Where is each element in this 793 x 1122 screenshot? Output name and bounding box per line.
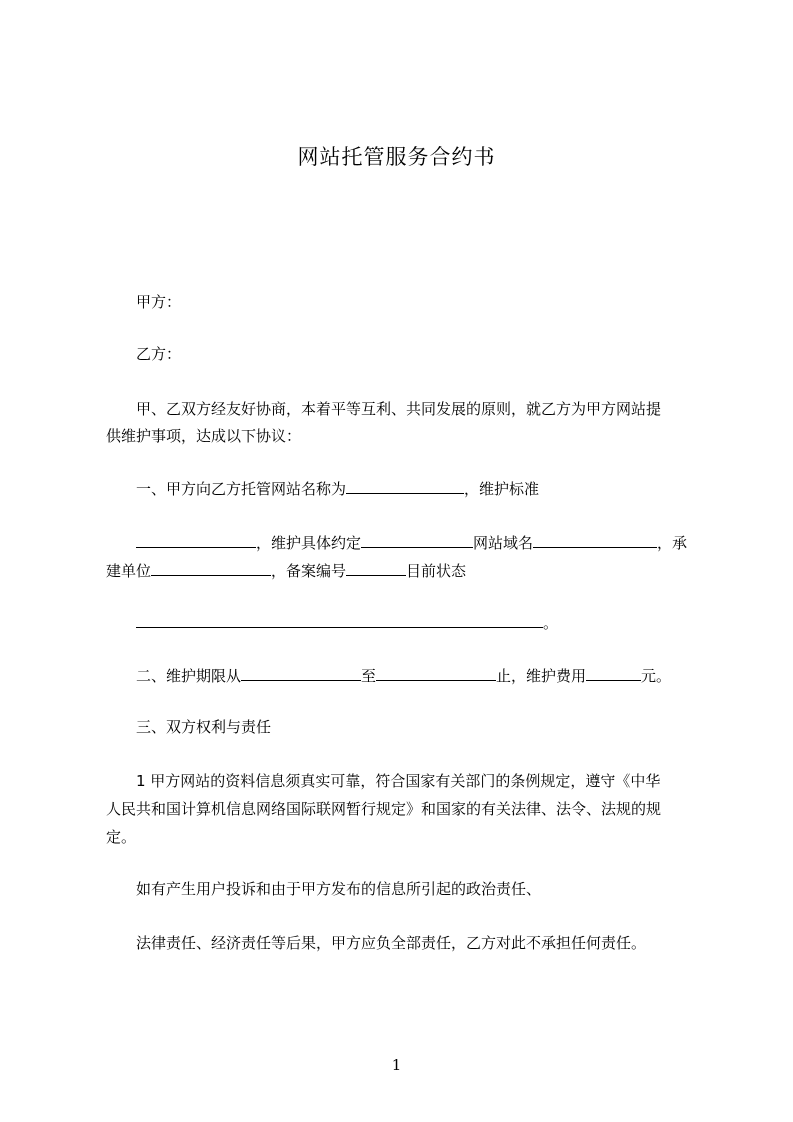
party-a-label: 甲方： xyxy=(136,293,182,311)
clause-1-text-contractor: ，承 xyxy=(657,534,688,552)
clause-1-text-unit: 建单位 xyxy=(106,562,152,580)
clause-1-text-end: 。 xyxy=(543,614,559,632)
clause-1-text-filing: ，备案编号 xyxy=(271,562,347,580)
intro-paragraph-line-1: 甲、乙双方经友好协商，本着平等互利、共同发展的原则，就乙方为甲方网站提 xyxy=(136,400,662,418)
item-1-line-1: 1 甲方网站的资料信息须真实可靠，符合国家有关部门的条例规定，遵守《中华 xyxy=(136,772,661,790)
complaint-paragraph: 如有产生用户投诉和由于甲方发布的信息所引起的政治责任、 xyxy=(136,880,542,898)
document-title: 网站托管服务合约书 xyxy=(297,145,496,169)
fee-blank[interactable] xyxy=(586,664,641,681)
clause-1-line-2 xyxy=(136,531,687,554)
period-start-blank[interactable] xyxy=(241,664,361,681)
clause-1-text-agreement: ，维护具体约定 xyxy=(256,534,362,552)
domain-blank[interactable] xyxy=(533,531,657,548)
clause-2-text-fee: 止，维护费用 xyxy=(496,667,587,685)
clause-1-text-standard: ，维护标准 xyxy=(464,480,540,498)
clause-1-text-site-name: 一、甲方向乙方托管网站名称为 xyxy=(136,480,347,498)
party-b-label: 乙方： xyxy=(136,345,182,363)
standard-blank[interactable] xyxy=(136,531,256,548)
clause-1-line-4 xyxy=(136,611,558,634)
liability-paragraph: 法律责任、经济责任等后果，甲方应负全部责任，乙方对此不承担任何责任。 xyxy=(136,934,647,952)
clause-2-text-to: 至 xyxy=(361,667,377,685)
clause-3-heading: 三、双方权利与责任 xyxy=(136,718,272,736)
agreement-blank[interactable] xyxy=(361,531,473,548)
intro-paragraph-line-2: 供维护事项，达成以下协议： xyxy=(106,427,302,445)
item-1-line-2: 人民共和国计算机信息网络国际联网暂行规定》和国家的有关法律、法令、法规的规 xyxy=(106,800,662,818)
page-number: 1 xyxy=(391,1056,402,1074)
clause-2-text-period: 二、维护期限从 xyxy=(136,667,242,685)
status-blank[interactable] xyxy=(136,611,543,628)
item-1-line-3: 定。 xyxy=(106,828,137,846)
period-end-blank[interactable] xyxy=(376,664,496,681)
clause-1-text-status: 目前状态 xyxy=(406,562,467,580)
site-name-blank[interactable] xyxy=(346,477,464,494)
clause-2-text-currency: 元。 xyxy=(641,667,672,685)
clause-1-line-3 xyxy=(106,559,466,582)
filing-number-blank[interactable] xyxy=(346,559,406,576)
contractor-unit-blank[interactable] xyxy=(151,559,271,576)
clause-1-line-1 xyxy=(136,477,539,500)
clause-2-line xyxy=(136,664,671,687)
clause-1-text-domain: 网站域名 xyxy=(473,534,534,552)
